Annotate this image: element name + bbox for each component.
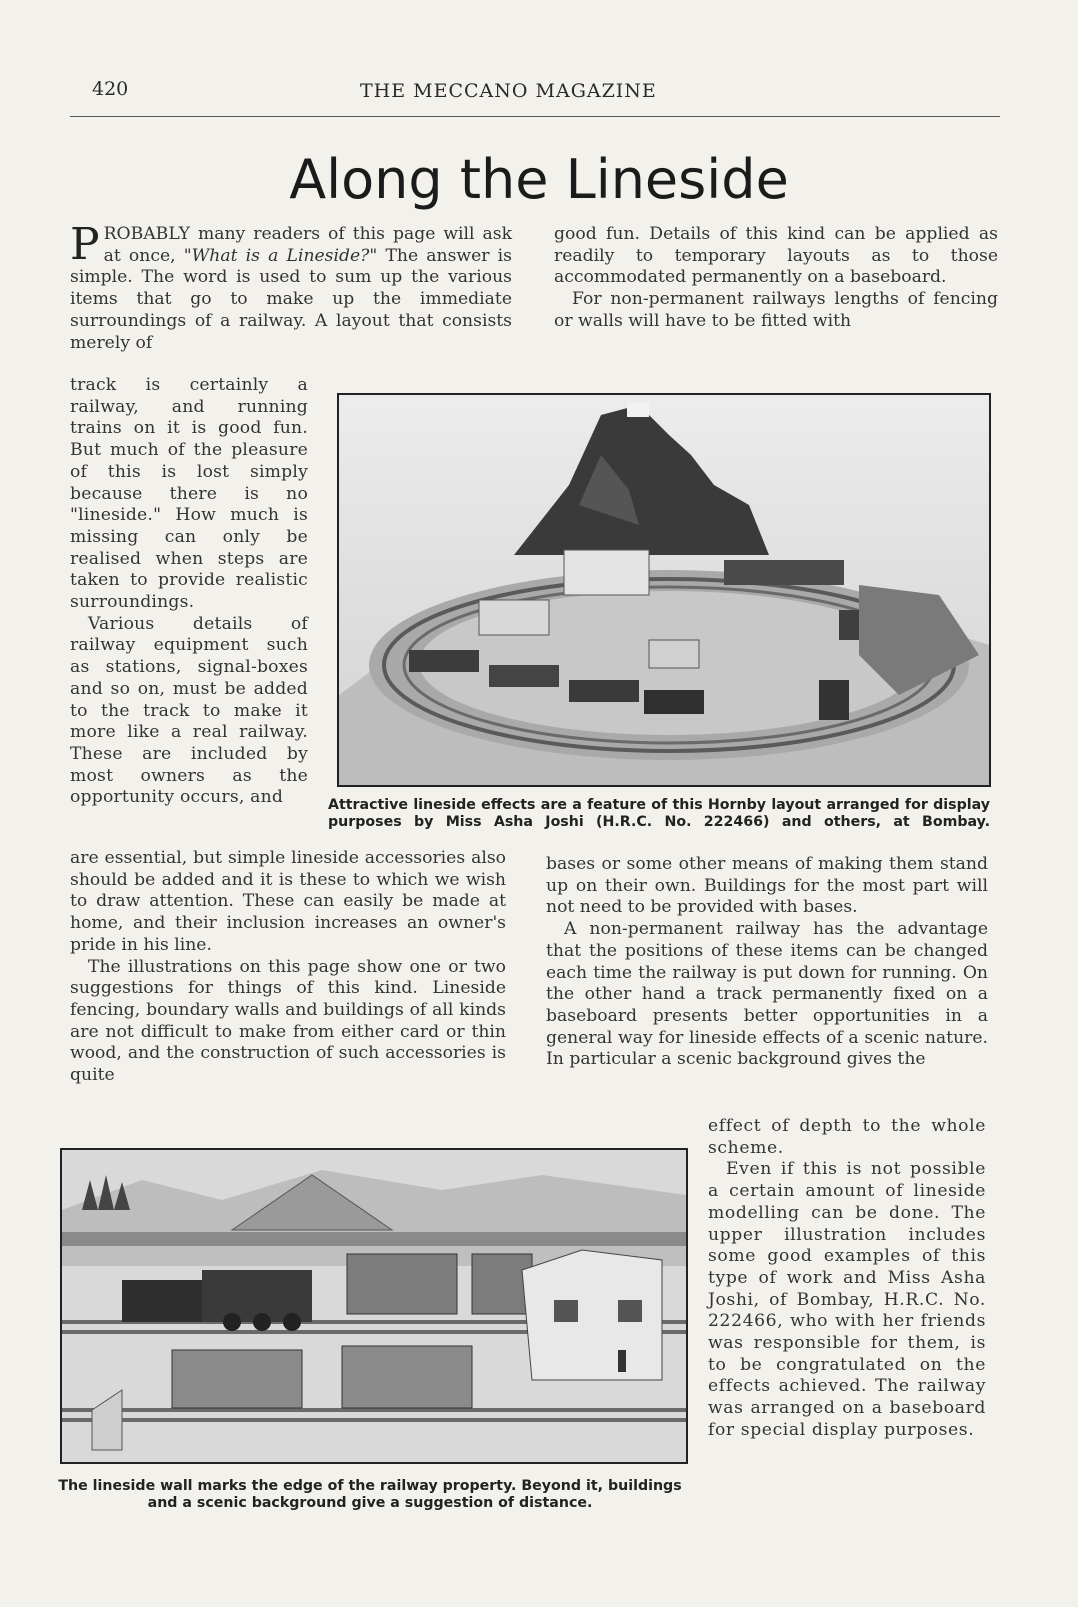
column-1-bottom (70, 848, 506, 1087)
lineside-photo (60, 1148, 688, 1464)
intro-rest: The answer is simple. The word is used to sum up the various items that go to make up the immediate surroundings of a railway. A layout that consists merely of (70, 245, 512, 353)
paragraph: Various details of railway equipment such as stations, signal-boxes and so on, must be added to the track to make it more like a real railway. These are included by most owners as the opportunity occurs, and (70, 613, 308, 808)
header-rule (70, 116, 1000, 117)
page-number: 420 (92, 78, 129, 100)
layout-photo (337, 393, 991, 787)
top-photo-caption: Attractive lineside effects are a feature of this Hornby layout arranged for display purposes by Miss Asha Joshi (H.R.C. No. 222466) and others, at Bombay. (328, 797, 990, 830)
layout-photo-illustration (339, 395, 989, 785)
intro-lead: ROBABLY many readers of this page will ask at once, (103, 224, 512, 266)
paragraph: A non-permanent railway has the advantage that the positions of these items can be changed each time the railway is put down for running. On the other hand a track permanently fixed on a baseboard presents better opportunities in a general way for lineside effects of a scenic nature. In particular a scenic background gives the (546, 919, 988, 1070)
column-2-top (554, 224, 998, 333)
paragraph: Even if this is not possible a certain amount of lineside modelling can be done. The upper illustration includes some good examples of this type of work and Miss Asha Joshi, of Bombay, H.R.C. No. 222466, who with her friends was responsible for them, is to be congratulated on the effects achieved. The railway was arranged on a baseboard for special display purposes. (708, 1159, 986, 1440)
column-1-narrow (70, 375, 308, 809)
intro-question: "What is a Lineside?" (183, 245, 378, 266)
article-title: Along the Lineside (289, 148, 789, 211)
paragraph: bases or some other means of making them stand up on their own. Buildings for the most part will not need to be provided with bases. (546, 854, 988, 918)
magazine-title: THE MECCANO MAGAZINE (360, 80, 657, 102)
paragraph: effect of depth to the whole scheme. (708, 1116, 986, 1158)
paragraph: are essential, but simple lineside accessories also should be added and it is these to which we wish to draw attention. These can easily be made at home, and their inclusion increases an owner's pride in his line. (70, 848, 506, 955)
dropcap: P (70, 219, 100, 270)
bottom-caption-line-2: and a scenic background give a suggestion of distance. (147, 1495, 593, 1511)
lineside-photo-illustration (62, 1150, 686, 1462)
column-1-top (70, 219, 512, 354)
paragraph: track is certainly a railway, and running trains on it is good fun. But much of the pleasure of this is lost simply because there is no "lineside." How much is missing can only be realised when steps are taken to provide realistic surroundings. (70, 375, 308, 613)
paragraph: good fun. Details of this kind can be applied as readily to temporary layouts as to those accommodated permanently on a baseboard. (554, 224, 998, 288)
bottom-photo-caption (40, 1478, 700, 1512)
paragraph: For non-permanent railways lengths of fencing or walls will have to be fitted with (554, 289, 998, 331)
paragraph: The illustrations on this page show one or two suggestions for things of this kind. Lineside fencing, boundary walls and buildings of all kinds are not difficult to make from either card or thin wood, and the construction of such accessories is quite (70, 956, 506, 1086)
column-2-narrow (708, 1116, 986, 1442)
bottom-caption-line-1: The lineside wall marks the edge of the railway property. Beyond it, buildings (58, 1478, 682, 1494)
column-2-middle (546, 854, 988, 1071)
